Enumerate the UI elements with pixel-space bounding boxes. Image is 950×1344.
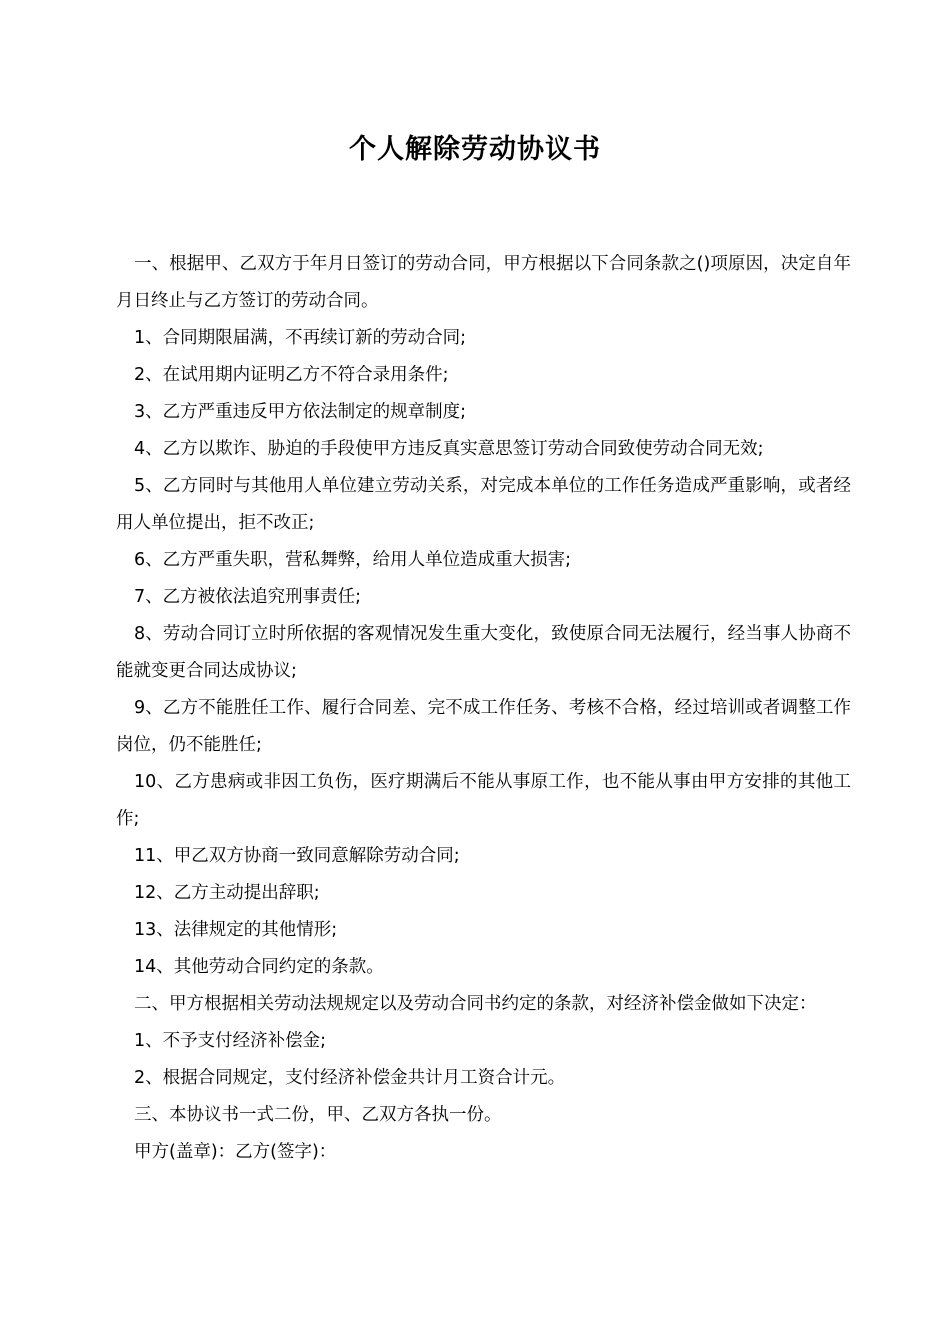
clause-1-intro: 一、根据甲、乙双方于年月日签订的劳动合同，甲方根据以下合同条款之()项原因，决定自年月日终止与乙方签订的劳动合同。 [116, 254, 851, 311]
clause-2-intro: 二、甲方根据相关劳动法规规定以及劳动合同书约定的条款，对经济补偿金做如下决定： [134, 994, 817, 1014]
signature-line: 甲方(盖章)：乙方(签字)： [134, 1142, 337, 1162]
clause-3: 三、本协议书一式二份，甲、乙双方各执一份。 [134, 1105, 502, 1125]
clause-2-item-1: 1、不予支付经济补偿金; [134, 1031, 327, 1051]
clause-1-item-14: 14、其他劳动合同约定的条款。 [134, 957, 384, 977]
clause-1-item-7: 7、乙方被依法追究刑事责任; [134, 587, 362, 607]
clause-1-item-9: 9、乙方不能胜任工作、履行合同差、完不成工作任务、考核不合格，经过培训或者调整工作岗位，仍不能胜任; [116, 698, 851, 755]
document-body [116, 246, 851, 1171]
clause-1-item-13: 13、法律规定的其他情形; [134, 920, 338, 940]
clause-1-item-6: 6、乙方严重失职，营私舞弊，给用人单位造成重大损害; [134, 550, 572, 570]
document-title: 个人解除劳动协议书 [349, 134, 601, 165]
clause-1-item-12: 12、乙方主动提出辞职; [134, 883, 320, 903]
clause-1-item-8: 8、劳动合同订立时所依据的客观情况发生重大变化，致使原合同无法履行，经当事人协商不能就变更合同达成协议; [116, 624, 851, 681]
clause-2-item-2: 2、根据合同规定，支付经济补偿金共计月工资合计元。 [134, 1068, 566, 1088]
clause-1-item-2: 2、在试用期内证明乙方不符合录用条件; [134, 365, 449, 385]
clause-1-item-10: 10、乙方患病或非因工负伤，医疗期满后不能从事原工作，也不能从事由甲方安排的其他工作; [116, 772, 851, 829]
clause-1-item-3: 3、乙方严重违反甲方依法制定的规章制度; [134, 402, 467, 422]
clause-1-item-5: 5、乙方同时与其他用人单位建立劳动关系，对完成本单位的工作任务造成严重影响，或者经用人单位提出，拒不改正; [116, 476, 851, 533]
clause-1-item-11: 11、甲乙双方协商一致同意解除劳动合同; [134, 846, 460, 866]
clause-1-item-4: 4、乙方以欺诈、胁迫的手段使甲方违反真实意思签订劳动合同致使劳动合同无效; [134, 439, 764, 459]
clause-1-item-1: 1、合同期限届满，不再续订新的劳动合同; [134, 328, 467, 348]
